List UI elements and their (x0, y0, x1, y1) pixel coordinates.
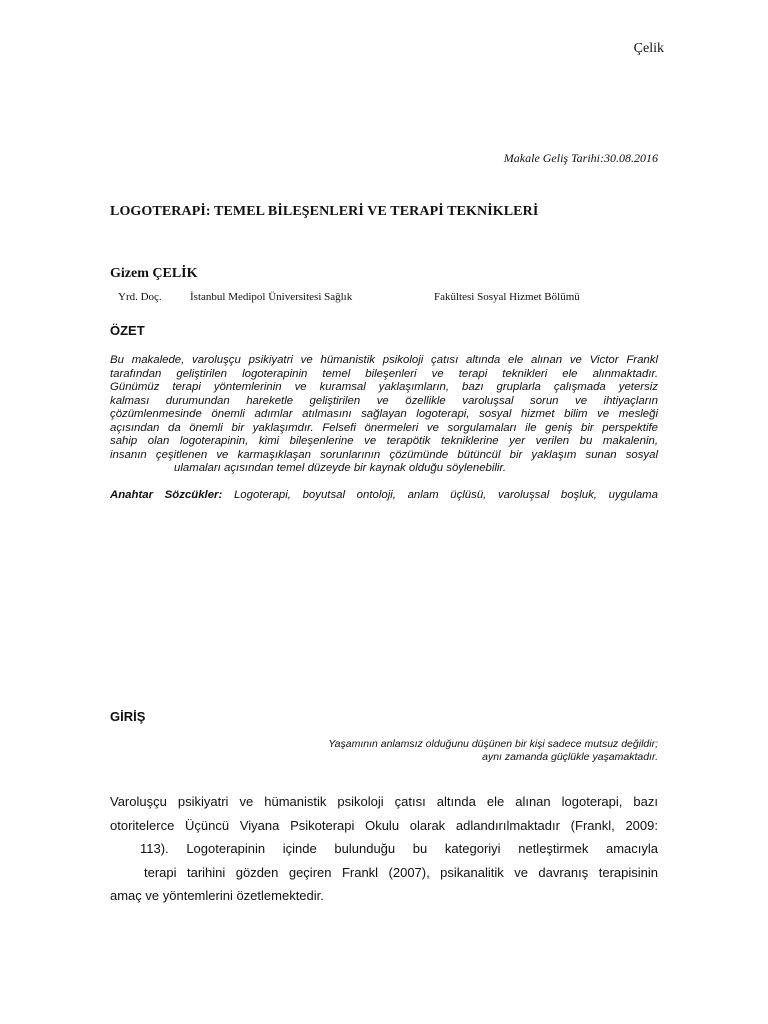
abstract-line: tarafından geliştirilen logoterapinin temel bileşenleri ve terapi teknikleri ele alınmaktadır. (110, 367, 658, 380)
epigraph-line: aynı zamanda güçlükle yaşamaktadır. (482, 751, 658, 763)
body-line: 113). Logoterapinin içinde bulunduğu bu kategoriyi netleştirmek amacıyla (140, 841, 658, 856)
abstract-line: açısından da önemli bir yaklaşımdır. Felsefi önermeleri ve sorgulamaları ile geniş bir perspektife (110, 421, 658, 434)
keywords-list: Logoterapi, boyutsal ontoloji, anlam üçlüsü, varoluşsal boşluk, uygulama (233, 489, 659, 501)
epigraph-line: Yaşamının anlamsız olduğunu düşünen bir kişi sadece mutsuz değildir; (328, 738, 658, 750)
author-institution: İstanbul Medipol Üniversitesi Sağlık (190, 291, 353, 303)
abstract-line: Bu makalede, varoluşçu psikiyatri ve hümanistik psikoloji çatısı altında ele alınan ve Victor Frankl (110, 354, 658, 366)
keywords (110, 489, 658, 501)
abstract-heading: ÖZET (110, 323, 145, 338)
received-date: Makale Geliş Tarihi:30.08.2016 (503, 151, 658, 165)
article-title: LOGOTERAPİ: TEMEL BİLEŞENLERİ VE TERAPİ TEKNİKLERİ (110, 204, 539, 219)
abstract-line: ulamaları açısından temel düzeyde bir kaynak olduğu söylenebilir. (174, 462, 506, 474)
abstract-body (110, 354, 658, 476)
author-department: Fakültesi Sosyal Hizmet Bölümü (434, 291, 580, 303)
abstract-line: çözümlenmesinde önemli adımlar atılmasını sağlayan logoterapi, sosyal hizmet bilim ve mesleği (110, 408, 658, 420)
body-line: terapi tarihini gözden geçiren Frankl (2007), psikanalitik ve davranış terapisinin (144, 864, 658, 880)
author-name: Gizem ÇELİK (110, 266, 198, 281)
intro-body (110, 790, 658, 908)
intro-heading: GİRİŞ (110, 709, 146, 724)
body-line: otoritelerce Üçüncü Viyana Psikoterapi Okulu olarak adlandırılmaktadır (Frankl, 2009: (110, 817, 658, 833)
body-line: amaç ve yöntemlerini özetlemektedir. (110, 888, 324, 903)
body-line: Varoluşçu psikiyatri ve hümanistik psikoloji çatısı altında ele alınan logoterapi, bazı (110, 794, 658, 809)
author-academic-title: Yrd. Doç. (118, 291, 162, 303)
epigraph (328, 738, 658, 764)
running-header-author: Çelik (633, 41, 664, 56)
abstract-line: sahip olan logoterapinin, kimi bileşenlerine ve terapötik tekniklerine yer verilen bu makalenin, (110, 435, 658, 447)
abstract-line: kalması durumundan hareketle geliştirilen ve özellikle varoluşsal sorun ve ihtiyaçların (110, 394, 658, 407)
abstract-line: Günümüz terapi yöntemlerinin ve kuramsal yaklaşımların, bazı gruplarla çalışmada yetersiz (110, 381, 658, 393)
keywords-label: Anahtar Sözcükler: (110, 489, 223, 501)
abstract-line: insanın çeşitlenen ve karmaşıklaşan sorunlarının çözümünde bütüncül bir yaklaşım sunan sosyal (110, 448, 658, 461)
